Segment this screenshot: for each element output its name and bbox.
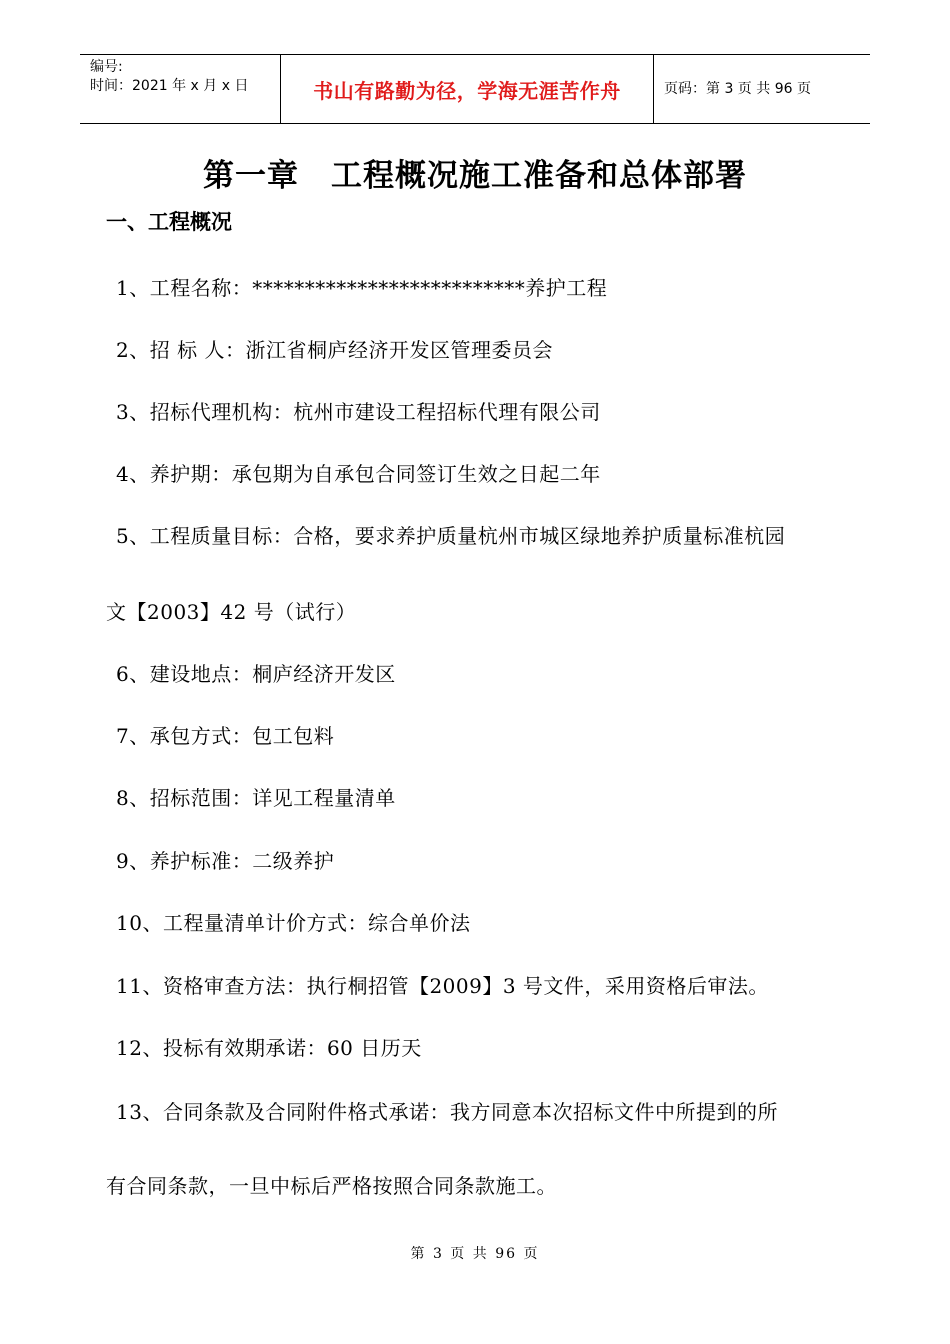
list-item: 9、养护标准：二级养护 <box>116 849 335 873</box>
page-header <box>80 54 870 124</box>
list-item: 11、资格审查方法：执行桐招管【2009】3 号文件，采用资格后审法。 <box>116 974 769 998</box>
section-title: 一、工程概况 <box>106 210 232 234</box>
list-item: 7、承包方式：包工包料 <box>116 724 335 748</box>
list-item-continuation: 有合同条款，一旦中标后严格按照合同条款施工。 <box>106 1174 557 1198</box>
header-page-info: 页码：第 3 页 共 96 页 <box>664 80 811 97</box>
header-motto: 书山有路勤为径，学海无涯苦作舟 <box>313 78 621 103</box>
header-meta <box>80 55 281 123</box>
list-item-continuation: 文【2003】42 号（试行） <box>106 600 357 624</box>
list-item: 12、投标有效期承诺：60 日历天 <box>116 1036 422 1060</box>
page-footer: 第 3 页 共 96 页 <box>410 1246 540 1262</box>
list-item: 3、招标代理机构：杭州市建设工程招标代理有限公司 <box>116 400 601 424</box>
header-page-info-cell <box>654 55 870 123</box>
header-motto-cell <box>281 55 654 123</box>
chapter-title: 第一章 工程概况施工准备和总体部署 <box>203 158 747 194</box>
list-item: 1、工程名称：**************************养护工程 <box>116 276 608 300</box>
document-date-label: 时间：2021 年 x 月 x 日 <box>90 78 249 94</box>
list-item: 5、工程质量目标：合格，要求养护质量杭州市城区绿地养护质量标准杭园 <box>116 524 786 548</box>
list-item: 10、工程量清单计价方式：综合单价法 <box>116 911 471 935</box>
document-number-label: 编号: <box>90 59 123 75</box>
list-item: 8、招标范围：详见工程量清单 <box>116 786 396 810</box>
list-item: 4、养护期：承包期为自承包合同签订生效之日起二年 <box>116 462 601 486</box>
list-item: 6、建设地点：桐庐经济开发区 <box>116 662 396 686</box>
list-item: 13、合同条款及合同附件格式承诺：我方同意本次招标文件中所提到的所 <box>116 1100 778 1124</box>
list-item: 2、招 标 人：浙江省桐庐经济开发区管理委员会 <box>116 338 553 362</box>
